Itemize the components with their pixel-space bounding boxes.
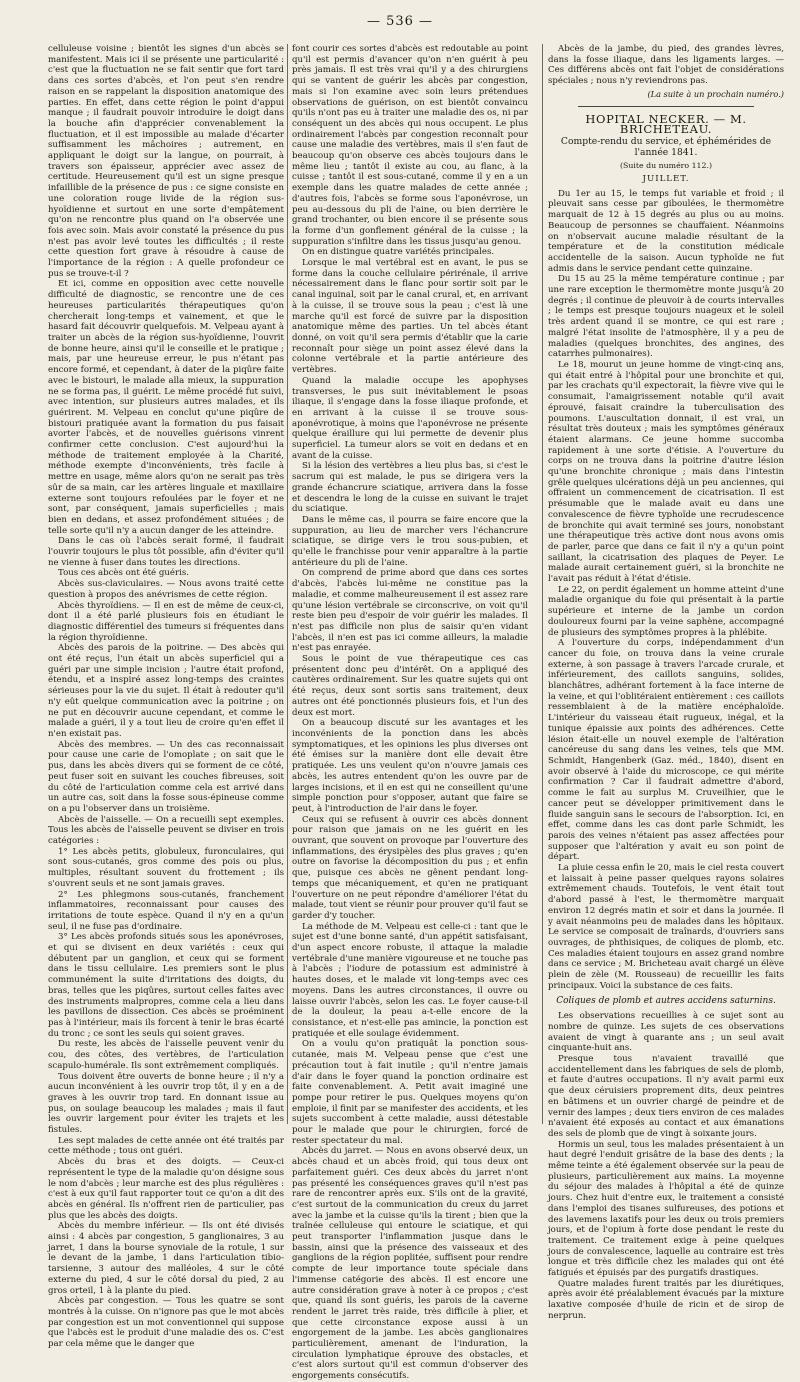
continued-note: (La suite à un prochain numéro.) bbox=[647, 88, 784, 99]
paragraph: Abcès du jarret. — Nous en avons observé deux, un abcès chaud et un abcès froid, qui tous deux ont parfaitement guéri. Ces deux abcès du jarret n'ont pas présenté les conséquences graves qu'il n'est pas rare de rencontrer après eux. S'ils ont de la gravité, c'est surtout de la communication du creux du jarret avec la jambe et la cuisse qu'ils la tirent ; bien que la traînée celluleuse qui entoure le sciatique, et qui peut transporter l'inflammation jusque dans le bassin, ainsi que la présence des vaisseaux et des ganglions de la région poplitée, suffisent pour rendre compte de leur importance toute spéciale dans l'immense catégorie des abcès. Il est encore une autre considération grave à noter à ce propos ; c'est que, quand ils sont guéris, les parois de la caverne rendent le jarret très raide, très difficile à plier, et que cette circonstance expose aussi à un engorgement de la jambe. Les abcès ganglionaires particulièrement, amenant de l'induration, la circulation lymphatique éprouve des obstacles, et c'est alors surtout qu'il est commun d'observer des engorgements consécutifs. bbox=[292, 1146, 528, 1382]
paragraph: Dans le cas où l'abcès serait formé, il faudrait l'ouvrir toujours le plus tôt possible, afin d'éviter qu'il ne vienne à fuser dans toutes les directions. bbox=[48, 536, 284, 568]
paragraph: On comprend de prime abord que dans ces sortes d'abcès, l'abcès lui-même ne constitue pas la maladie, et comme malheureusement il est assez rare qu'une lésion vertébrale se circonscrive, on voit qu'il reste bien peu d'espoir de voir guérir les malades. Il n'est pas difficile non plus de saisir qu'en vidant l'abcès, il n'en est pas ici comme ailleurs, la maladie n'est pas enrayée. bbox=[292, 568, 528, 654]
column-left bbox=[48, 44, 284, 1350]
paragraph: Abcès de l'aisselle. — On a recueilli sept exemples. Tous les abcès de l'aisselle peuvent se diviser en trois catégories : bbox=[48, 814, 284, 847]
paragraph: Le 18, mourut un jeune homme de vingt-cinq ans, qui était entré à l'hôpital pour une bronchite et qui, par les crachats qu'il expectorait, la fièvre vive qui le consumait, l'amaigrissement notable qu'il avait éprouvé, faisait craindre la tuberculisation des poumons. L'auscultation donnait, il est vrai, un résultat très douteux ; mais les symptômes généraux étaient alarmans. Ce jeune homme succomba rapidement à une sorte d'étisie. A l'ouverture du corps on ne trouva dans la poitrine d'autre lésion qu'une bronchite chronique ; mais dans l'intestin grêle quelques ulcérations déjà un peu anciennes, qui offraient un commencement de cicatrisation. Il est présumable que le malade avait eu dans une convalescence de fièvre typhoïde une recrudescence de bronchite qui avait terminé ses jours, nonobstant une thérapeutique très active dont nous avons omis de parler, parce que dans ce fait il n'y a qu'un point saillant, la cicatrisation des plaques de Peyer. Le malade aurait certainement guéri, si la bronchite ne l'avait pas réduit à l'état d'étisie. bbox=[548, 359, 784, 585]
section-title: HOPITAL NECKER. — M. BRICHETEAU. bbox=[585, 111, 747, 137]
paragraph: Abcès thyroïdiens. — Il en est de même de ceux-ci, dont il a été parlé plusieurs fois en étudiant le diagnostic différentiel des tumeurs si fréquentes dans la région thyroïdienne. bbox=[48, 600, 284, 643]
paragraph: 3° Les abcès profonds situés sous les aponévroses, et qui se divisent en deux variétés : ceux qui débutent par un ganglion, et ceux qui se forment dans le tissu cellulaire. Les premiers sont le plus communément la suite d'irritations des doigts, du bras, telles que les piqûres, surtout celles faites avec des instruments malpropres, comme cela a lieu dans les pavillons de dissection. Ces abcès se proéminent pas à l'intérieur, mais ils forcent à tenir le bras écarté du tronc ; ce sont les seuls qui soient graves. bbox=[48, 932, 284, 1039]
column-rule-left bbox=[287, 44, 288, 1124]
paragraph: Du reste, les abcès de l'aisselle peuvent venir du cou, des côtes, des vertèbres, de l'articulation scapulo-humérale. Ils sont extrêmement compliqués. bbox=[48, 1039, 284, 1071]
paragraph: A l'ouverture du corps, indépendamment d'un cancer du foie, on trouva dans la veine crurale externe, à son passage à travers l'arcade crurale, et inférieurement, des caillots sanguins, solides, blanchâtres, adhérant fortement à la face interne de la veine, et qui l'oblitéraient entièrement : ces caillots ressemblaient à de la matière encéphaloïde. L'intérieur du vaisseau était rugueux, inégal, et la tunique épaissie aux points des adhérences. Cette lésion était-elle un nouvel exemple de l'altération cancéreuse du sang dans les veines, tels que MM. Schmidt, Hangenberk (Gaz. méd., 1840), disent en avoir observé à l'aide du microscope, ce qui mérite confirmation ? Car il faudrait admettre d'abord, comme le fait au surplus M. Cruveilhier, que le cancer peut se développer primitivement dans le fluide sanguin sans le secours de l'absorption. Ici, en effet, comme dans les cas dont parle Schmidt, les parois des veines n'étaient pas assez affectées pour supposer que l'altération y avait eu son point de départ. bbox=[548, 638, 784, 863]
paragraph: Lorsque le mal vertébral est en avant, le pus se forme dans la couche cellulaire périrénale, il arrive nécessairement dans le flanc pour sortir soit par le canal inguinal, soit par le canal crural, et, en arrivant à la cuisse, il se trouve sous la peau ; c'est là une marche qu'il est forcé de suivre par la disposition anatomique même des parties. Un tel abcès étant donné, on voit qu'il sera permis d'établir que la carie reconnaît pour siège un point assez élevé dans la colonne vertébrale et la partie antérieure des vertèbres. bbox=[292, 258, 528, 376]
paragraph: font courir ces sortes d'abcès est redoutable au point qu'il est permis d'avancer qu'on n'en guérit à peu près jamais. Il est très vrai qu'il y a des chirurgiens qui se vantent de guérir les abcès par congestion, mais si l'on examine avec soin leurs prétendues observations de guérison, on est bientôt convaincu qu'ils n'ont pas eu à traiter une maladie des os, ni par conséquent un des abcès qui nous occupent. Le plus ordinairement l'abcès par congestion reconnaît pour cause une maladie des vertèbres, mais il s'en faut de beaucoup qu'on observe ces abcès toujours dans le même lieu ; tantôt il existe au cou, au flanc, à la cuisse ; tantôt il est sous-cutané, comme il y en a un exemple dans les quatre malades de cette année ; d'autres fois, l'abcès se forme sous l'aponévrose, un peu au-dessous du pli de l'aine, ou bien derrière le grand trochanter, ou bien encore il se présente sous la forme d'un gonflement général de la cuisse ; la suppuration s'infiltre dans les tissus jusqu'au genou. bbox=[292, 44, 528, 247]
paragraph: Les observations recueillies à ce sujet sont au nombre de quinze. Les sujets de ces observations avaient de vingt à quarante ans ; un seul avait cinquante-huit ans. bbox=[548, 1011, 784, 1054]
paragraph: celluleuse voisine ; bientôt les signes d'un abcès se manifestent. Mais ici il se présente une particularité : c'est que la fluctuation ne se fait sentir que fort tard dans ces sortes d'abcès, et l'on peut s'en rendre raison en se rappelant la disposition anatomique des parties. En effet, dans cette région le point d'appui manque ; il faudrait pouvoir introduire le doigt dans la bouche afin d'apprécier convenablement la fluctuation, et il est impossible au malade d'écarter suffisamment les mâchoires ; autrement, en appliquant le doigt sur la langue, on pourrait, à travers son épaisseur, apprécier avec assez de certitude. Heureusement qu'il est un signe presque infaillible de la présence de pus : ce signe consiste en une coloration rouge livide de la région sus-hyoïdienne et surtout en une sorte d'empâtement qu'on ne rencontre plus quand on l'a observée une fois avec soin. Mais avoir constaté la présence du pus n'est pas avoir levé toutes les difficultés ; il reste cette question fort grave à résoudre à cause de l'importance de la région : A quelle profondeur ce pus se trouve-t-il ? bbox=[48, 44, 284, 279]
subsection-title: Coliques de plomb et autres accidens saturnins. bbox=[556, 996, 776, 1007]
paragraph: Les sept malades de cette année ont été traités par cette méthode ; tous ont guéri. bbox=[48, 1135, 284, 1157]
paragraph: Abcès du bras et des doigts. — Ceux-ci représentent le type de la maladie qu'on désigne sous le nom d'abcès ; leur marche est des plus régulières : c'est à eux qu'il faut rapporter tout ce qu'on a dit des abcès en général. Ils n'offrent rien de particulier, pas plus que les abcès des doigts. bbox=[48, 1157, 284, 1221]
paragraph: 1° Les abcès petits, globuleux, furonculaires, qui sont sous-cutanés, gros comme des pois ou plus, multiples, résultant souvent du frottement ; ils s'ouvrent seuls et ne sont jamais graves. bbox=[48, 846, 284, 889]
section-note: (Suite du numéro 112.) bbox=[620, 161, 712, 171]
paragraph: On a beaucoup discuté sur les avantages et les inconvénients de la ponction dans les abcès symptomatiques, et les opinions les plus diverses ont été émises sur la manière dont elle devait être pratiquée. Les uns veulent qu'on n'ouvre jamais ces abcès, les autres entendent qu'on les ouvre par de larges incisions, et il en est qui ne conseillent qu'une simple ponction pour s'opposer, autant que faire se peut, à l'introduction de l'air dans le foyer. bbox=[292, 718, 528, 814]
section-subtitle: Compte-rendu du service, et éphémérides de l'année 1841. bbox=[560, 135, 772, 158]
paragraph: La pluie cessa enfin le 20, mais le ciel resta couvert et laissait à peine passer quelques rayons solaires extrêmement chauds. Toutefois, le vent était tout d'abord passé à l'est, le thermomètre marquait environ 12 degrés matin et soir et dans la journée. Il y avait néanmoins peu de malades dans les hôpitaux. Le service se composait de traînards, d'ouvriers sans ouvrages, de phthisiques, de coliques de plomb, etc. Ces maladies étaient toujours en assez grand nombre dans ce service ; M. Bricheteau avait chargé un élève plein de zèle (M. Rousseau) de recueillir les faits principaux. Voici la substance de ces faits. bbox=[548, 863, 784, 991]
paragraph: Si la lésion des vertèbres a lieu plus bas, si c'est le sacrum qui est malade, le pus se dirigera vers la grande échancrure sciatique, arrivera dans la fosse et descendra le long de la cuisse en suivant le trajet du sciatique. bbox=[292, 461, 528, 515]
column-rule-right bbox=[542, 44, 543, 1124]
month-heading: JUILLET. bbox=[642, 174, 690, 185]
paragraph: Tous doivent être ouverts de bonne heure ; il n'y a aucun inconvénient à les ouvrir trop tôt, il y en a de graves à les ouvrir trop tard. En donnant issue au pus, on soulage beaucoup les malades ; mais il faut les ouvrir largement pour éviter les trajets et les fistules. bbox=[48, 1071, 284, 1136]
paragraph: Abcès des parois de la poitrine. — Des abcès qui ont été reçus, l'un était un abcès superficiel qui a guéri par une simple incision ; l'autre était profond, étendu, et a inspiré assez long-temps des craintes sérieuses pour la vie du sujet. Il était à redouter qu'il n'y eût quelque communication avec la poitrine ; on ne put en découvrir aucune cependant, et comme le malade a guéri, il y a tout lieu de croire qu'en effet il n'en existait pas. bbox=[48, 643, 284, 739]
paragraph: Quand la maladie occupe les apophyses transverses, le pus suit inévitablement le psoas iliaque, il s'engage dans la fosse iliaque profonde, et en arrivant à la cuisse il se trouve sous-aponévrotique, à moins que l'aponévrose ne présente quelque éraillure qui lui permette de devenir plus superficiel. La tumeur alors se voit en dedans et en avant de la cuisse. bbox=[292, 375, 528, 461]
paragraph: Abcès sus-claviculaires. — Nous avons traité cette question à propos des anévrismes de cette région. bbox=[48, 579, 284, 600]
paragraph: 2° Les phlegmons sous-cutanés, franchement inflammatoires, reconnaissant pour causes des irritations de toute espèce. Quand il n'y en a qu'un seul, il ne fuse pas d'ordinaire. bbox=[48, 889, 284, 932]
paragraph: Le 22, on perdit également un homme atteint d'une maladie organique du foie qui présentait à la partie supérieure et interne de la jambe un cordon douloureux fourni par la veine saphène, accompagné de plusieurs des symptômes propres à la phlébite. bbox=[548, 584, 784, 638]
paragraph: On en distingue quatre variétés principales. bbox=[302, 247, 495, 258]
column-right bbox=[548, 44, 784, 1321]
paragraph: Presque tous n'avaient travaillé que accidentellement dans les fabriques de sels de plomb, et faute d'autres occupations. Il n'y avait parmi eux que deux céruisiers proprement dits, deux peintres en bâtimens et un ouvrier chargé de peindre et de vernir des lampes ; deux tiers environ de ces malades n'avaient été exposés au contact et aux émanations des sels de plomb que de vingt à soixante jours. bbox=[548, 1053, 784, 1139]
paragraph: Du 15 au 25 la même température continue ; par une rare exception le thermomètre monte jusqu'à 20 degrés ; il continue de pleuvoir à de courts intervalles ; le temps est presque toujours nuageux et le soleil très ardent quand il se montre, ce qui est rare ; malgré l'état insolite de l'atmosphère, il y a peu de maladies (quelques bronchites, des angines, des catarrhes pulmonaires). bbox=[548, 274, 784, 360]
paragraph: Tous ces abcès ont été guéris. bbox=[58, 568, 189, 579]
paragraph: On a voulu qu'on pratiquât la ponction sous-cutanée, mais M. Velpeau pense que c'est une précaution tout à fait inutile ; qu'il n'entre jamais d'air dans le foyer quand la ponction ordinaire est faite convenablement. A. Petit avait imaginé une pompe pour retirer le pus. Quelques moyens qu'on emploie, il finit par se manifester des accidents, et les sujets succombent à cette maladie, aussi détestable pour le malade que pour le chirurgien, forcé de rester spectateur du mal. bbox=[292, 1039, 528, 1146]
paragraph: Dans le même cas, il pourra se faire encore que la suppuration, au lieu de marcher vers l'échancrure sciatique, se dirige vers le trou sous-pubien, et qu'elle le franchisse pour venir apparaître à la partie antérieure du pli de l'aine. bbox=[292, 514, 528, 568]
paragraph: Abcès de la jambe, du pied, des grandes lèvres, dans la fosse iliaque, dans les ligaments larges. — Ces différens abcès ont fait l'objet de considérations spéciales ; nous n'y reviendrons pas. bbox=[548, 44, 784, 87]
paragraph: Ceux qui se refusent à ouvrir ces abcès donnent pour raison que jamais on ne les guérit en les ouvrant, que souvent on provoque par l'ouverture des inflammations, des érysipèles des plus graves ; qu'en outre on favorise la décomposition du pus ; et enfin que, puisque ces abcès ne gênent pendant long-temps que mécaniquement, et qu'en ne pratiquant l'ouverture on ne peut répondre d'améliorer l'état du malade, tout vient se réunir pour prouver qu'il faut se garder d'y toucher. bbox=[292, 814, 528, 921]
paragraph: Du 1er au 15, le temps fut variable et froid ; il pleuvait sans cesse par giboulées, le thermomètre marquait de 12 à 15 degrés au plus ou au moins. Beaucoup de personnes se chauffaient. Néanmoins on n'observait aucune maladie résultant de la température et de la constitution médicale accidentelle de la saison. Aucun typhoïde ne fut admis dans le service pendant cette quinzaine. bbox=[548, 188, 784, 274]
paragraph: Quatre malades furent traités par les diurétiques, après avoir été préalablement évacués par la mixture laxative composée d'huile de ricin et de sirop de nerprun. bbox=[548, 1278, 784, 1321]
paragraph: Abcès du membre inférieur. — Ils ont été divisés ainsi : 4 abcès par congestion, 5 ganglionaires, 3 au jarret, 1 dans la bourse synoviale de la rotule, 1 sur le devant de la jambe, 1 dans l'articulation tibio-tarsienne, 3 autour des malléoles, 4 sur le côté externe du pied, 4 sur le côté dorsal du pied, 2 au gros orteil, 1 à la plante du pied. bbox=[48, 1221, 284, 1296]
paragraph: La méthode de M. Velpeau est celle-ci : tant que le sujet est d'une bonne santé, d'un appétit satisfaisant, d'un aspect encore robuste, il attaque la maladie vertébrale d'une manière vigoureuse et ne touche pas à l'abcès ; l'iodure de potassium est administré à hautes doses, et le malade vit long-temps avec ces moyens. Dans les autres circonstances, il ouvre ou laisse ouvrir l'abcès, selon les cas. Le foyer cause-t-il de la douleur, la peau a-t-elle encore de la consistance, et n'est-elle pas amincie, la ponction est pratiquée et elle soulage évidemment. bbox=[292, 921, 528, 1039]
column-middle bbox=[292, 44, 528, 1382]
paragraph: Abcès par congestion. — Tous les quatre se sont montrés à la cuisse. On n'ignore pas que le mot abcès par congestion est un mot conventionnel qui suppose que l'abcès est le produit d'une maladie des os. C'est par cela même que le danger que bbox=[48, 1296, 284, 1350]
page-number: — 536 — bbox=[366, 14, 434, 29]
paragraph: Sous le point de vue thérapeutique ces cas présentent donc peu d'intérêt. On a appliqué des cautères ordinairement. Sur les quatre sujets qui ont été reçus, deux sont sortis sans traitement, deux autres ont été ponctionnés plusieurs fois, et l'un des deux est mort. bbox=[292, 654, 528, 718]
paragraph: Et ici, comme en opposition avec cette nouvelle difficulté de diagnostic, se rencontre une de ces heureuses particularités thérapeutiques qu'on chercherait long-temps et vainement, et que le hasard fait découvrir quelquefois. M. Velpeau ayant à traiter un abcès de la région sus-hyoïdienne, l'ouvrit de bonne heure, ainsi qu'il le conseille et le pratique ; mais, par une heureuse erreur, le pus n'étant pas encore formé, et cependant, à dater de la piqûre faite avec le bistouri, le malade alla mieux, la suppuration ne se forma pas, il guérit. Le même procédé fut suivi, avec intention, sur plusieurs autres malades, et ils guérirent. M. Velpeau en conclut qu'une piqûre de bistouri pratiquée avant la formation du pus faisait avorter l'abcès, et de nouvelles guérisons vinrent confirmer cette conclusion. C'est aujourd'hui la méthode de traitement employée à la Charité, méthode exempte d'inconvénients, très facile à mettre en usage, même alors qu'on ne serait pas très sûr de sa main, car les artères linguale et maxillaire externe sont toujours refoulées par le foyer et ne sont, par conséquent, jamais superficielles ; mais bien en dedans, et assez profondément situées ; de telle sorte qu'il n'y a aucun danger de les atteindre. bbox=[48, 279, 284, 536]
section-divider bbox=[578, 106, 754, 107]
paragraph: Hormis un seul, tous les malades présentaient à un haut degré l'enduit grisâtre de la base des dents ; la même teinte a été également observée sur la peau de plusieurs, particulièrement aux mains. La moyenne du séjour des malades à l'hôpital a été de quinze jours. Chez huit d'entre eux, le traitement a consisté dans l'emploi des tisanes sulfureuses, des potions et des lavemens laxatifs pour les deux ou trois premiers jours, et de l'opium à forte dose pendant le reste du traitement. Ce traitement exige à peine quelques jours de convalescence, laquelle au contraire est très longue et très difficile chez les malades qui ont été fatigués et épuisés par des purgatifs drastiques. bbox=[548, 1139, 784, 1279]
paragraph: Abcès des membres. — Un des cas reconnaissait pour cause une carie de l'omoplate ; on sait que le pus, dans les abcès divers qui se forment de ce côté, peut fuser soit en suivant les couches fibreuses, soit du côté de l'articulation comme cela est arrivé dans un autre cas, soit dans la fosse sous-épineuse comme on a pu l'observer dans un troisième. bbox=[48, 739, 284, 814]
